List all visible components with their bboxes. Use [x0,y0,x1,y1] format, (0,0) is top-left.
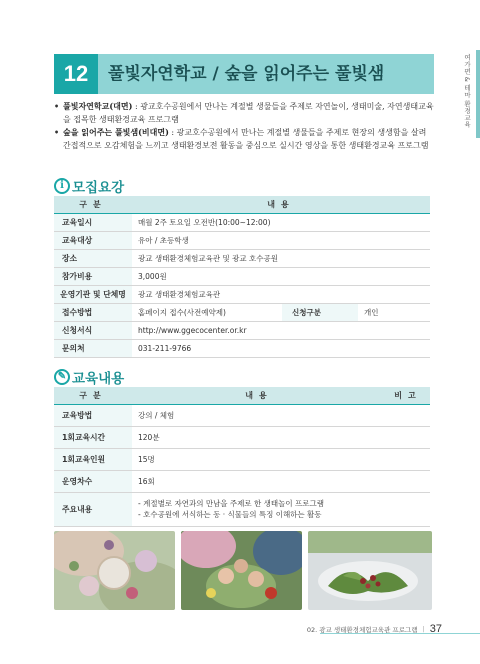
table-row: 신청서식 http://www.ggecocenter.or.kr [54,321,430,339]
page-number: 37 [429,623,442,635]
footer-section: 02. 광교 생태환경체험교육관 프로그램 [306,625,418,634]
page-title: 풀빛자연학교 / 숲을 읽어주는 풀빛샘 [108,64,385,84]
recruit-table [54,196,430,358]
application-form-link[interactable]: http://www.ggecocenter.or.kr [132,321,430,339]
page-footer: 02. 광교 생태환경체험교육관 프로그램 | 37 [306,623,442,635]
table-row: 주요내용 - 계절별로 자연과의 만남을 주제로 한 생태놀이 프로그램 - 호수공원에 서식하는 동 · 식물들의 특징 이해하는 활동 [54,492,430,526]
intro-item: • 풀빛자연학교(대면) : 광교호수공원에서 만나는 계절별 생물들을 주제로 자연놀이, 생태미술, 자연생태교육을 접목한 생태환경교육 프로그램 [54,101,434,124]
table-row: 교육일시 매월 2주 토요일 오전반(10:00~12:00) [54,213,430,231]
table-row: 운영차수 16회 [54,470,430,492]
table-row: 참가비용 3,000원 [54,267,430,285]
table-row: 1회교육시간 120분 [54,426,430,448]
info-icon: i [54,178,70,194]
table-row: 운영기관 및 단체명 광교 생태환경체험교육관 [54,285,430,303]
activity-photo-3 [308,531,432,610]
table-row: 장소 광교 생태환경체험교육관 및 광교 호수공원 [54,249,430,267]
edu-section-header [54,367,124,387]
program-intro [54,100,434,152]
edu-table [54,387,430,527]
pencil-icon: ✎ [54,369,70,385]
side-tab-label: 여가편 & 테마 환경교육 [463,54,471,128]
recruit-header-category: 구분 [54,196,132,213]
edu-section-title: 교육내용 [72,371,125,387]
table-row: 1회교육인원 15명 [54,448,430,470]
edu-header-note: 비고 [386,387,430,404]
recruit-section-header [54,176,124,196]
program-number: 12 [54,54,98,94]
table-row: 문의처 031-211-9766 [54,339,430,357]
side-tab [454,50,480,140]
activity-photo-1 [54,531,175,610]
table-row: 교육대상 유아 / 초등학생 [54,231,430,249]
table-row: 교육방법 강의 / 체험 [54,404,430,426]
edu-header-category: 구분 [54,387,132,404]
page-title-banner [54,54,434,94]
edu-header-content: 내용 [132,387,386,404]
recruit-header-content: 내용 [132,196,430,213]
recruit-section-title: 모집요강 [72,180,125,196]
activity-photo-2 [181,531,302,610]
intro-item: • 숲을 읽어주는 풀빛샘(비대면) : 광교호수공원에서 만나는 계절별 생물들을 주제로 현장의 생생함을 살려 간접적으로 오감체험을 느끼고 생태환경보전 활동을 중심으로 실시간 영상을 통한 생태환경교육 프로그램 [54,127,429,150]
table-row: 접수방법 홈페이지 접수(사전예약제) 신청구분 개인 [54,303,430,321]
